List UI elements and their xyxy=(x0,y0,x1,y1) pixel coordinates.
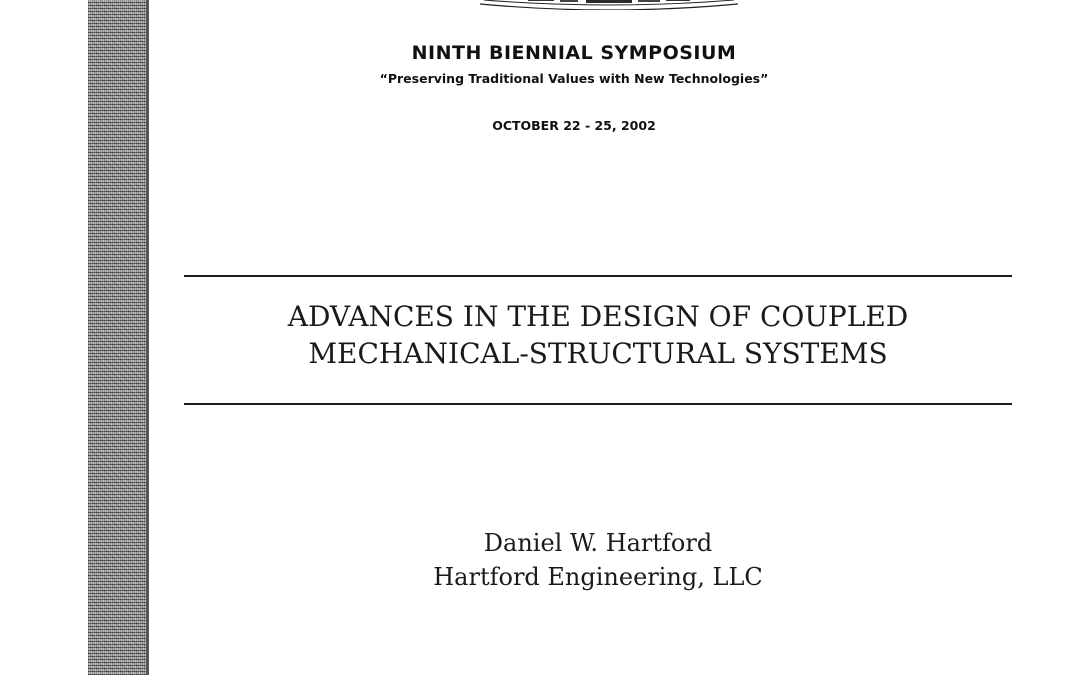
symposium-title: NINTH BIENNIAL SYMPOSIUM xyxy=(411,42,737,64)
author-name: Daniel W. Hartford xyxy=(483,529,713,557)
binding-strip-edge xyxy=(146,0,149,675)
symposium-emblem-icon xyxy=(478,0,740,10)
title-top-rule xyxy=(184,275,1012,277)
binding-strip xyxy=(88,0,148,675)
symposium-dates: OCTOBER 22 - 25, 2002 xyxy=(492,118,656,133)
paper-title-line-1: ADVANCES IN THE DESIGN OF COUPLED xyxy=(287,300,909,333)
paper-title-line-2: MECHANICAL-STRUCTURAL SYSTEMS xyxy=(308,337,888,370)
author-affiliation: Hartford Engineering, LLC xyxy=(433,563,763,591)
title-bottom-rule xyxy=(184,403,1012,405)
symposium-subtitle: “Preserving Traditional Values with New Technologies” xyxy=(379,71,769,86)
author-block xyxy=(184,526,1012,594)
paper-title xyxy=(184,298,1012,372)
